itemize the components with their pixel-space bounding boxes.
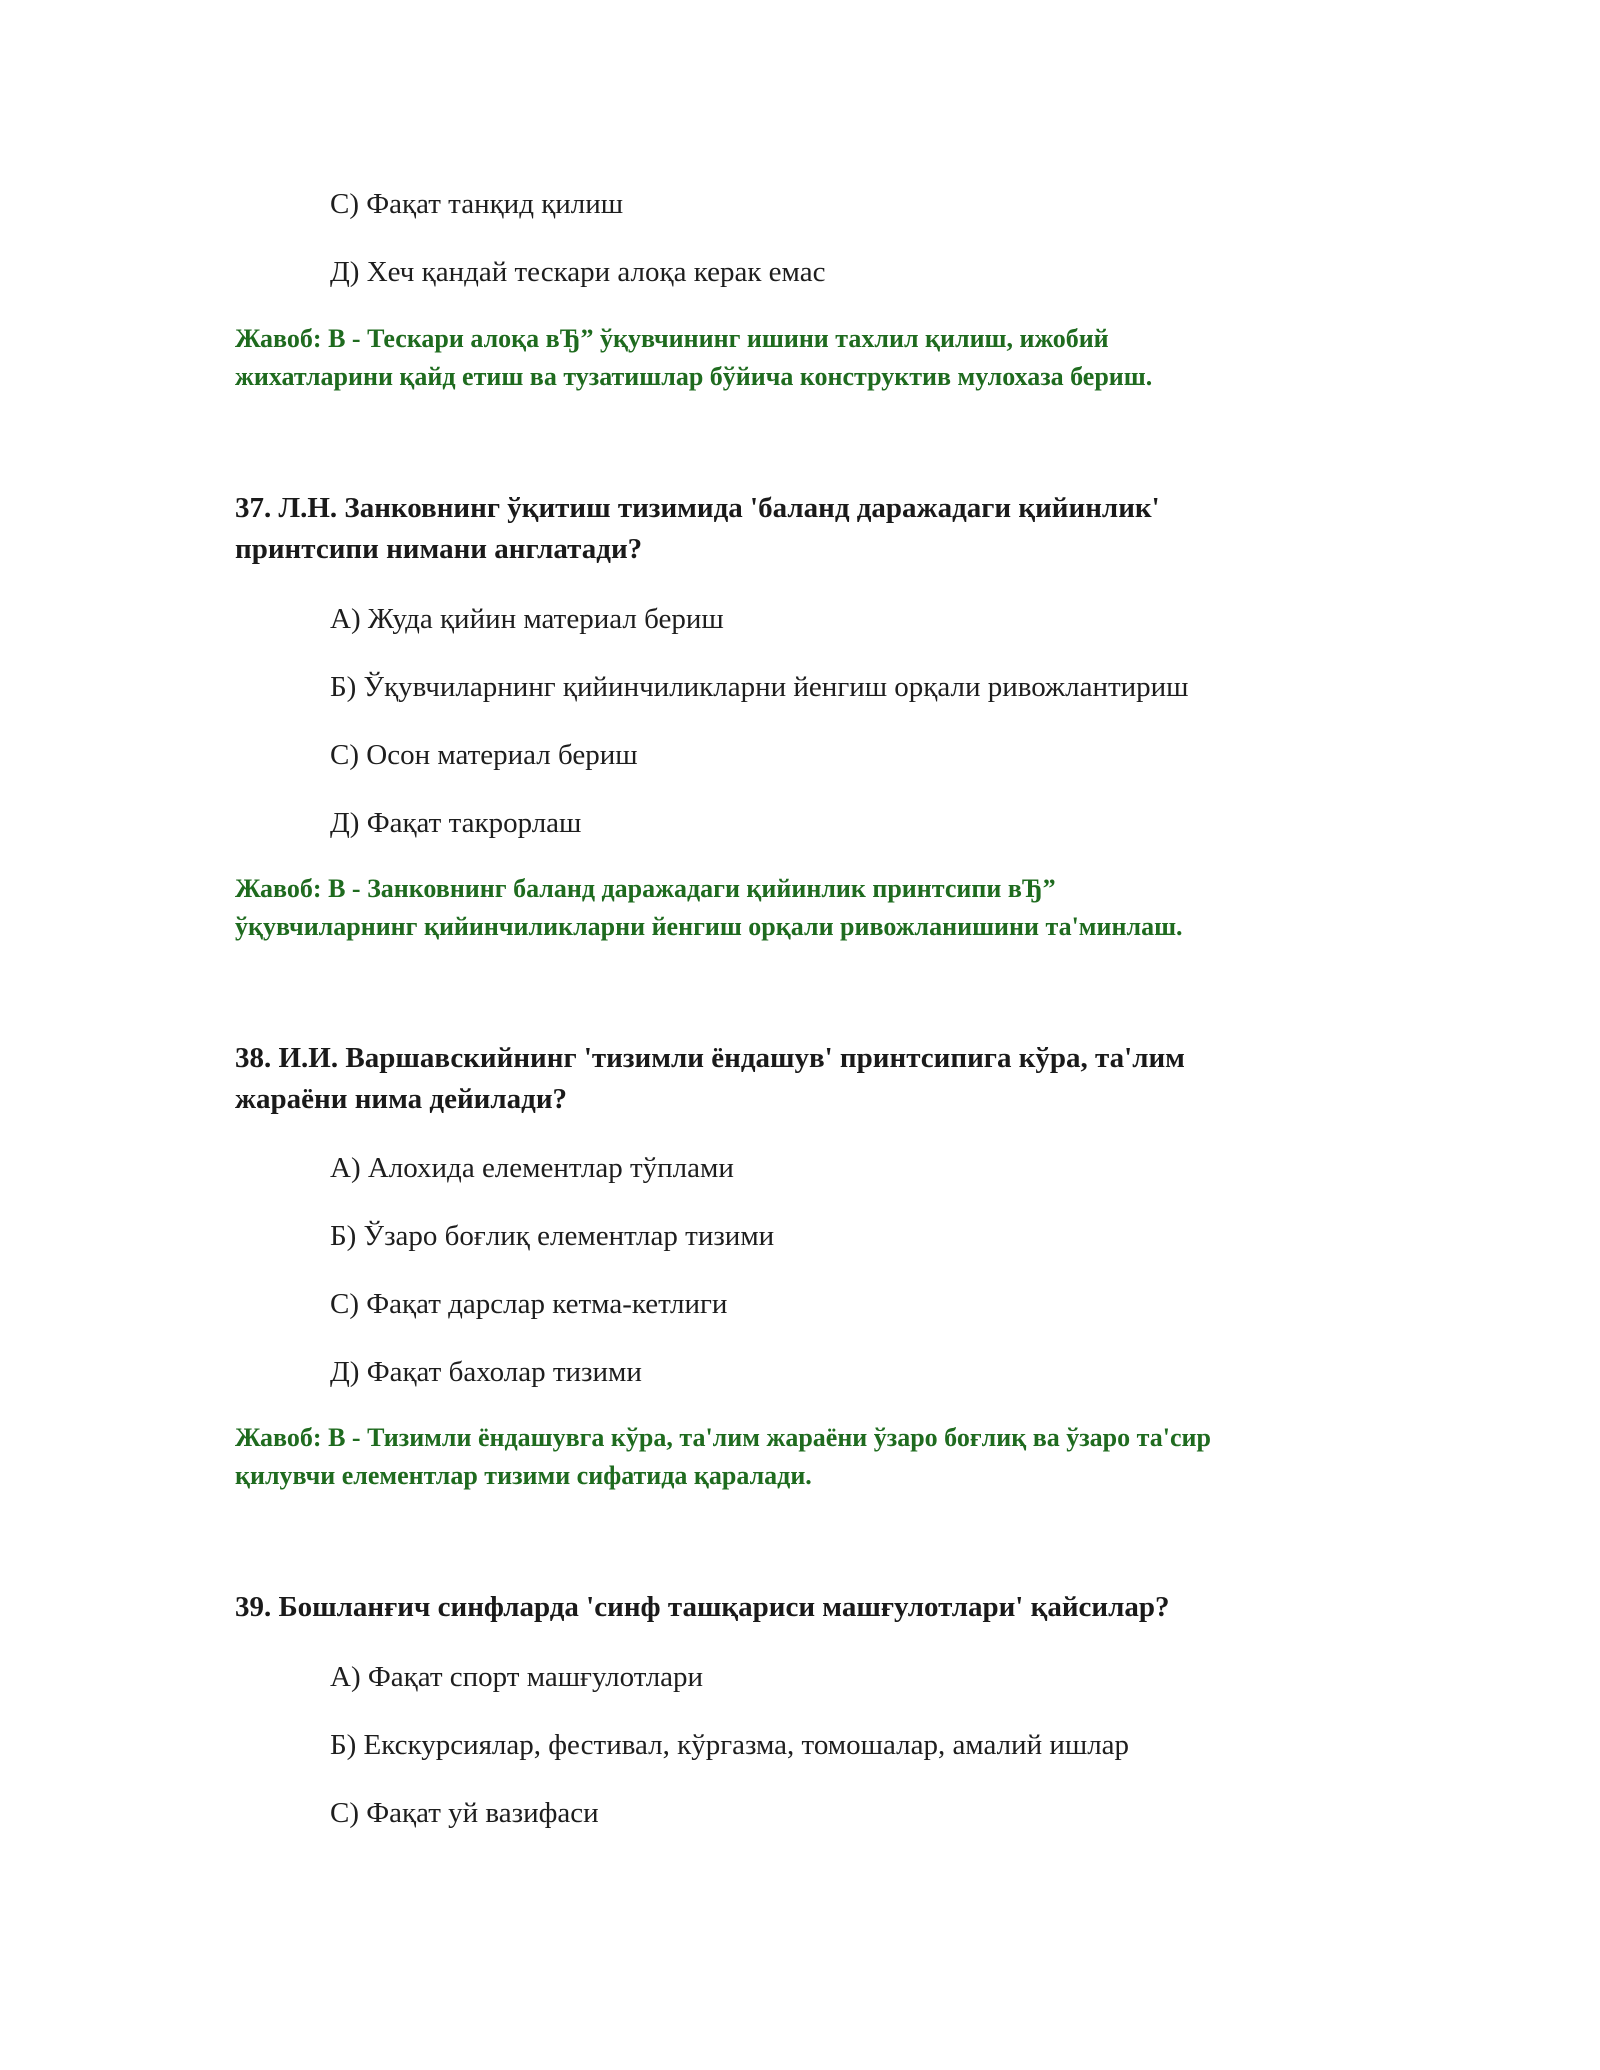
option-a: А) Алохида елементлар тўплами — [330, 1152, 734, 1184]
option-c: С) Фақат дарслар кетма-кетлиги — [330, 1288, 728, 1320]
question-38-title: жараёни нима дейилади? — [235, 1083, 568, 1115]
option-d: Д) Фақат бахолар тизими — [330, 1356, 642, 1388]
option-a: А) Фақат спорт машғулотлари — [330, 1661, 704, 1693]
option-d: Д) Хеч қандай тескари алоқа керак емас — [330, 256, 826, 288]
answer-line: ўқувчиларнинг қийинчиликларни йенгиш орқали ривожланишини та'минлаш. — [235, 912, 1183, 941]
option-c: С) Фақат уй вазифаси — [330, 1797, 599, 1829]
answer-line: Жавоб: В - Занковнинг баланд даражадаги қийинлик принтсипи вЂ” — [235, 874, 1056, 903]
option-c: С) Фақат танқид қилиш — [330, 188, 624, 220]
question-39-title: 39. Бошланғич синфларда 'синф ташқариси машғулотлари' қайсилар? — [235, 1591, 1170, 1623]
answer-line: қилувчи елементлар тизими сифатида қаралади. — [235, 1461, 812, 1490]
option-d: Д) Фақат такрорлаш — [330, 807, 582, 839]
answer-line: Жавоб: В - Тизимли ёндашувга кўра, та'лим жараёни ўзаро боғлиқ ва ўзаро та'сир — [235, 1423, 1211, 1452]
option-b: Б) Ўқувчиларнинг қийинчиликларни йенгиш орқали ривожлантириш — [330, 671, 1189, 703]
answer-line: Жавоб: В - Тескари алоқа вЂ” ўқувчининг ишини тахлил қилиш, ижобий — [235, 324, 1109, 353]
answer-line: жихатларини қайд етиш ва тузатишлар бўйича конструктив мулохаза бериш. — [235, 362, 1153, 391]
option-b: Б) Екскурсиялар, фестивал, кўргазма, томошалар, амалий ишлар — [330, 1729, 1130, 1761]
option-c: С) Осон материал бериш — [330, 739, 638, 771]
question-37-title: принтсипи нимани англатади? — [235, 533, 643, 565]
question-37-title: 37. Л.Н. Занковнинг ўқитиш тизимида 'баланд даражадаги қийинлик' — [235, 492, 1160, 524]
question-38-title: 38. И.И. Варшавскийнинг 'тизимли ёндашув' принтсипига кўра, та'лим — [235, 1042, 1185, 1074]
option-b: Б) Ўзаро боғлиқ елементлар тизими — [330, 1220, 775, 1252]
option-a: А) Жуда қийин материал бериш — [330, 603, 724, 635]
